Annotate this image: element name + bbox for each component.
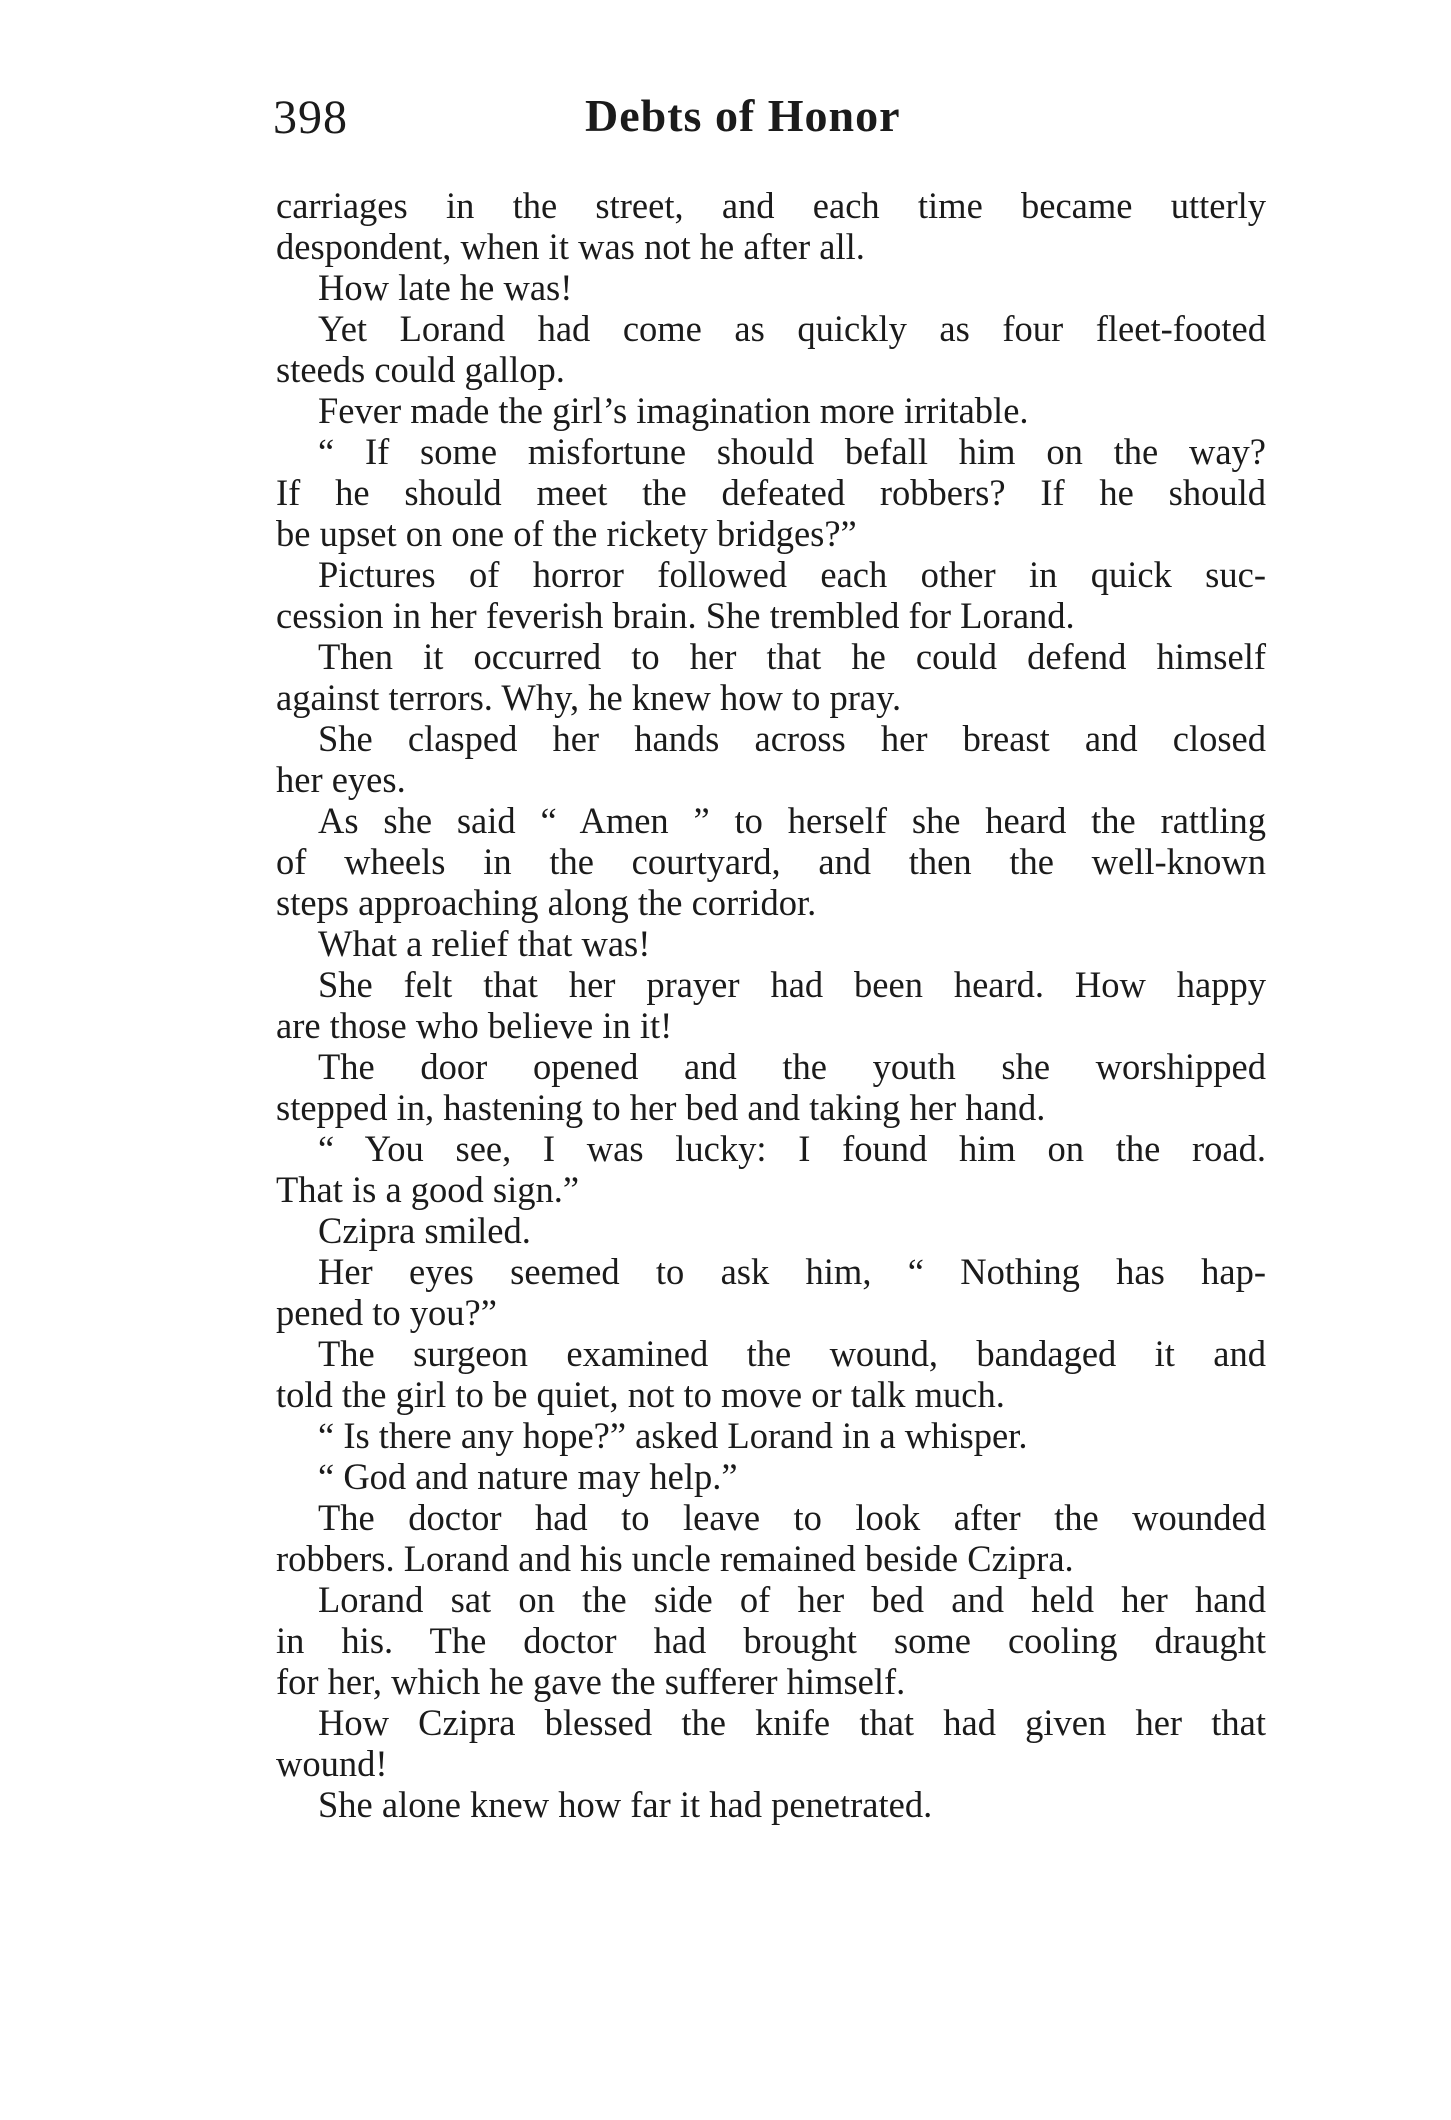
text-line: “ God and nature may help.” [318,1456,738,1497]
text-line: The surgeon examined the wound, bandaged it and [318,1333,1266,1374]
text-line: What a relief that was! [318,923,651,964]
text-line: carriages in the street, and each time became utterly [276,185,1266,226]
text-line: She clasped her hands across her breast and closed [318,718,1266,759]
text-line: against terrors. Why, he knew how to pray. [276,677,902,718]
text-line: steps approaching along the corridor. [276,882,817,923]
text-line: despondent, when it was not he after all. [276,226,865,267]
text-line: “ Is there any hope?” asked Lorand in a whisper. [318,1415,1028,1456]
text-line: How Czipra blessed the knife that had given her that [318,1702,1266,1743]
text-line: Czipra smiled. [318,1210,531,1251]
text-line: Her eyes seemed to ask him, “ Nothing has hap- [318,1251,1266,1292]
running-head-title: Debts of Honor [585,90,901,141]
text-line: Lorand sat on the side of her bed and held her hand [318,1579,1266,1620]
text-line: cession in her feverish brain. She trembled for Lorand. [276,595,1075,636]
text-line: told the girl to be quiet, not to move or talk much. [276,1374,1005,1415]
text-line: “ You see, I was lucky: I found him on the road. [318,1128,1266,1169]
text-line: Pictures of horror followed each other in quick suc- [318,554,1266,595]
text-line: She alone knew how far it had penetrated. [318,1784,933,1825]
text-line: steeds could gallop. [276,349,565,390]
text-line: be upset on one of the rickety bridges?” [276,513,857,554]
text-line: are those who believe in it! [276,1005,673,1046]
text-line: “ If some misfortune should befall him on the way? [318,431,1266,472]
text-line: her eyes. [276,759,406,800]
text-line: robbers. Lorand and his uncle remained beside Czipra. [276,1538,1074,1579]
text-line: Then it occurred to her that he could defend himself [318,636,1266,677]
text-line: in his. The doctor had brought some cooling draught [276,1620,1266,1661]
page-number: 398 [273,91,348,144]
text-line: wound! [276,1743,388,1784]
text-line: How late he was! [318,267,573,308]
text-line: The doctor had to leave to look after the wounded [318,1497,1266,1538]
text-line: stepped in, hastening to her bed and taking her hand. [276,1087,1046,1128]
text-line: of wheels in the courtyard, and then the well-known [276,841,1266,882]
text-line: Fever made the girl’s imagination more irritable. [318,390,1029,431]
text-line: She felt that her prayer had been heard. How happy [318,964,1266,1005]
body-text [276,185,1266,1825]
text-line: Yet Lorand had come as quickly as four fleet-footed [318,308,1266,349]
text-line: That is a good sign.” [276,1169,580,1210]
text-line: As she said “ Amen ” to herself she heard the rattling [318,800,1266,841]
text-line: pened to you?” [276,1292,497,1333]
text-line: If he should meet the defeated robbers? If he should [276,472,1266,513]
text-line: The door opened and the youth she worshipped [318,1046,1266,1087]
text-line: for her, which he gave the sufferer himself. [276,1661,906,1702]
